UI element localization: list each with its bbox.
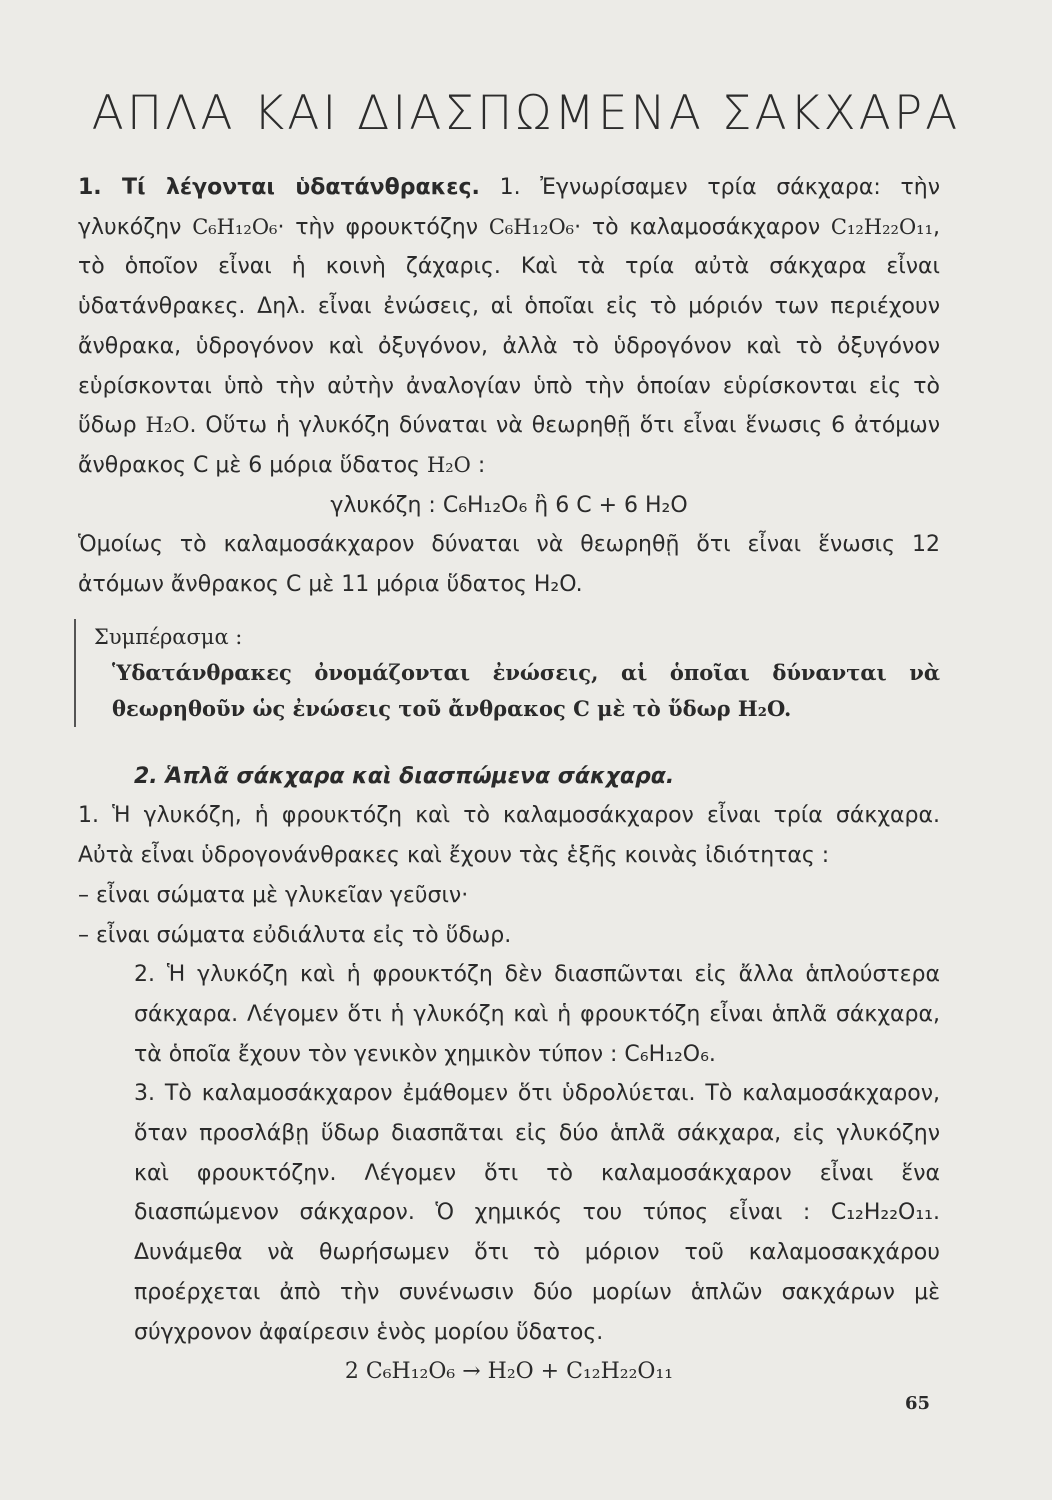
section2-paragraph3: 3. Τὸ καλαμοσάκχαρον ἐμάθομεν ὅτι ὑδρολύεται. Τὸ καλαμοσάκχαρον, ὅταν προσλάβῃ ὕδωρ διασπᾶται εἰς δύο ἁπλᾶ σάκχαρα, εἰς γλυκόζην καὶ φρουκτόζην. Λέγομεν ὅτι τὸ καλαμοσάκχαρον εἶναι ἕνα διασπώμενον σάκχαρον. Ὁ χημικός του τύπος εἶναι : C₁₂H₂₂O₁₁. Δυνάμεθα νὰ θωρήσωμεν ὅτι τὸ μόριον τοῦ καλαμοσακχάρου προέρχεται ἀπὸ τὴν συνένωσιν δύο μορίων ἁπλῶν σακχάρων μὲ σύγχρονον ἀφαίρεσιν ἑνὸς μορίου ὕδατος. [134,1081,940,1345]
water-formula: H₂O [145,413,190,438]
text-span: : [470,452,486,478]
property-item: – εἶναι σώματα εὐδιάλυτα εἰς τὸ ὕδωρ. [78,922,512,948]
text-span: . Οὕτω ἡ γλυκόζη δύναται νὰ θεωρηθῇ ὅτι εἶναι ἕνωσις 6 ἀτόμων ἄνθρακος C μὲ 6 μόρια ὕδατος [78,413,941,478]
conclusion-box [74,619,940,727]
section2-paragraph2: 2. Ἡ γλυκόζη καὶ ἡ φρουκτόζη δὲν διασπῶνται εἰς ἄλλα ἁπλούστερα σάκχαρα. Λέγομεν ὅτι ἡ γλυκόζη καὶ ἡ φρουκτόζη εἶναι ἁπλᾶ σάκχαρα, τὰ ὁποῖα ἔχουν τὸν γενικὸν χημικὸν τύπον : C₆H₁₂O₆. [134,962,940,1067]
document-body [78,168,940,1392]
glucose-formula: C₆H₁₂O₆ [192,214,278,239]
fructose-formula: C₆H₁₂O₆ [488,214,575,239]
section2-paragraph1: 1. Ἡ γλυκόζη, ἡ φρουκτόζη καὶ τὸ καλαμοσάκχαρον εἶναι τρία σάκχαρα. Αὐτὰ εἶναι ὑδρογονάνθρακες καὶ ἔχουν τὰς ἑξῆς κοινὰς ἰδιότητας : [78,803,940,869]
section2-heading-line [78,757,940,797]
section1-heading: 1. Τί λέγονται ὑδατάνθρακες. [78,175,480,200]
spacer [78,739,940,757]
hydrolysis-reaction: 2 C₆H₁₂O₆ → H₂O + C₁₂H₂₂O₁₁ [344,1359,674,1385]
text-span: · τὸ καλαμοσάκχαρον [574,214,821,240]
sucrose-formula: C₁₂H₂₂O₁₁ [830,214,934,239]
conclusion-text: Ὑδατάνθρακες ὀνομάζονται ἐνώσεις, αἱ ὁποῖαι δύνανται νὰ θεωρηθοῦν ὡς ἐνώσεις τοῦ ἄνθρακος C μὲ τὸ ὕδωρ H₂O. [112,659,940,721]
water-formula: H₂O [426,452,471,477]
text-span: , τὸ ὁποῖον εἶναι ἡ κοινὴ ζάχαρις. Καὶ τὰ τρία αὐτὰ σάκχαρα εἶναι ὑδατάνθρακες. Δηλ. εἶναι ἐνώσεις, αἱ ὁποῖαι εἰς τὸ μόριόν των περιέχουν ἄνθρακα, ὑδρογόνον καὶ ὀξυγόνον, ἀλλὰ τὸ ὑδρογόνον καὶ τὸ ὀξυγόνον εὑρίσκονται ὑπὸ τὴν αὐτὴν ἀναλογίαν ὑπὸ τὴν ὁποίαν εὑρίσκονται εἰς τὸ ὕδωρ [78,214,941,439]
text-span: · τὴν φρουκτόζην [277,214,479,240]
conclusion-label: Συμπέρασμα : [94,624,243,649]
section1-paragraph1 [78,168,940,486]
text-span: 1. Ἐγνωρίσαμεν τρία σάκχαρα: τὴν γλυκόζην [78,175,940,240]
page-title: ΑΠΛΑ ΚΑΙ ΔΙΑΣΠΩΜΕΝΑ ΣΑΚΧΑΡΑ [91,86,961,141]
section2-heading: 2. Ἁπλᾶ σάκχαρα καὶ διασπώμενα σάκχαρα. [134,763,675,789]
page-number: 65 [904,1393,930,1414]
property-item: – εἶναι σώματα μὲ γλυκεῖαν γεῦσιν· [78,882,469,908]
glucose-equation: γλυκόζη : C₆H₁₂O₆ ἢ 6 C + 6 H₂O [330,492,688,518]
section1-paragraph2: Ὁμοίως τὸ καλαμοσάκχαρον δύναται νὰ θεωρηθῇ ὅτι εἶναι ἕνωσις 12 ἀτόμων ἄνθρακος C μὲ 11 μόρια ὕδατος H₂O. [78,532,940,598]
